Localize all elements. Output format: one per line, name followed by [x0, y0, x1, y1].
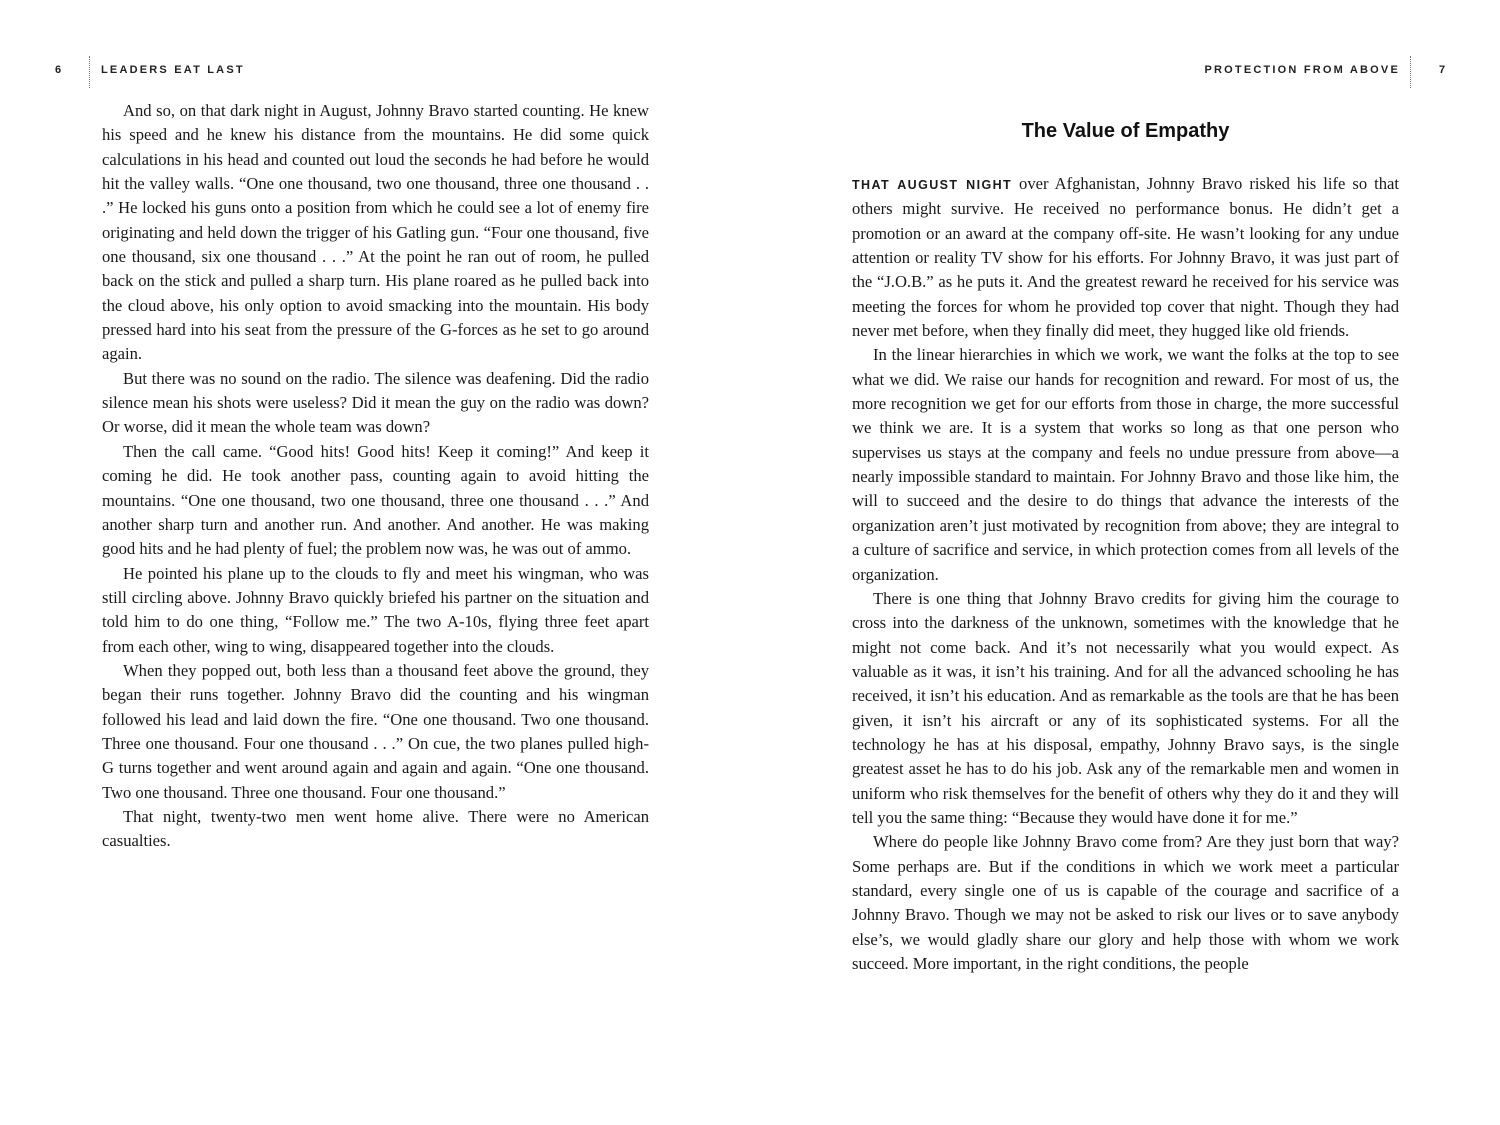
- body-text: [852, 172, 1399, 976]
- paragraph-text: over Afghanistan, Johnny Bravo risked his life so that others might survive. He received no performance bonus. He didn’t get a promotion or an award at the company off-site. He wasn’t looking for any undue attention or reality TV show for his efforts. For Johnny Bravo, it was just part of the “J.O.B.” as he puts it. And the greatest reward he received for his service was meeting the forces for whom he provided top cover that night. Though they had never met before, when they finally did meet, they hugged like old friends.: [852, 174, 1399, 341]
- paragraph: He pointed his plane up to the clouds to fly and meet his wingman, who was still circling above. Johnny Bravo quickly briefed his partner on the situation and told him to do one thing, “Follow me.” The two A-10s, flying three feet apart from each other, wing to wing, disappeared together into the clouds.: [102, 563, 649, 656]
- header-divider: [89, 56, 90, 88]
- paragraph: In the linear hierarchies in which we work, we want the folks at the top to see what we did. We raise our hands for recognition and reward. For most of us, the more recognition we get for our efforts from those in charge, the more successful we think we are. It is a system that works so long as that one person who supervises us stays at the company and feels no undue pressure from above—a nearly impossible standard to maintain. For Johnny Bravo and those like him, the will to succeed and the desire to do things that advance the interests of the organization aren’t just motivated by recognition from above; they are integral to a culture of sacrifice and service, in which protection comes from all levels of the organization.: [852, 345, 1399, 584]
- paragraph: There is one thing that Johnny Bravo credits for giving him the courage to cross into the darkness of the unknown, sometimes with the knowledge that he might not come back. And it’s not necessarily what you would expect. As valuable as it was, it isn’t his training. And for all the advanced schooling he has received, it isn’t his education. And as remarkable as the tools are that he has been given, it isn’t his aircraft or any of its sophisticated systems. For all the technology he has at his disposal, empathy, Johnny Bravo says, is the single greatest asset he has to do his job. Ask any of the remarkable men and women in uniform who risk themselves for the benefit of others why they do it and they will tell you the same thing: “Because they would have done it for me.”: [852, 588, 1399, 827]
- paragraph: When they popped out, both less than a thousand feet above the ground, they began their runs together. Johnny Bravo did the counting and his wingman followed his lead and laid down the fire. “One one thousand. Two one thousand. Three one thousand. Four one thousand . . .” On cue, the two planes pulled high-G turns together and went around again and again and again. “One one thousand. Two one thousand. Three one thousand. Four one thousand.”: [102, 660, 649, 802]
- paragraph: And so, on that dark night in August, Johnny Bravo started counting. He knew his speed and he knew his distance from the mountains. He did some quick calculations in his head and counted out loud the seconds he had before he would hit the valley walls. “One one thousand, two one thousand, three one thousand . . .” He locked his guns onto a position from which he could see a lot of enemy fire originating and held down the trigger of his Gatling gun. “Four one thousand, five one thousand, six one thousand . . .” At the point he ran out of room, he pulled back on the stick and pulled a sharp turn. His plane roared as he pulled back into the cloud above, his only option to avoid smacking into the mountain. His body pressed hard into his seat from the pressure of the G-forces as he set to go around again.: [102, 101, 649, 364]
- paragraph: [852, 172, 1399, 343]
- section-heading: The Value of Empathy: [1021, 120, 1230, 142]
- header-divider: [1410, 56, 1411, 88]
- paragraph: But there was no sound on the radio. The silence was deafening. Did the radio silence mean his shots were useless? Did it mean the guy on the radio was down? Or worse, did it mean the whole team was down?: [102, 368, 649, 437]
- running-head: PROTECTION FROM ABOVE: [1204, 64, 1400, 76]
- page-number: 6: [55, 64, 62, 76]
- paragraph: That night, twenty-two men went home alive. There were no American casualties.: [102, 806, 649, 851]
- body-text: [102, 99, 649, 854]
- page-number: 7: [1439, 64, 1446, 76]
- paragraph: Where do people like Johnny Bravo come from? Are they just born that way? Some perhaps are. But if the conditions in which we work meet a particular standard, every single one of us is capable of the courage and sacrifice of a Johnny Bravo. Though we may not be asked to risk our lives or to save anybody else’s, we would gladly share our glory and help those with whom we work succeed. More important, in the right conditions, the people: [852, 832, 1399, 973]
- right-page: [750, 0, 1500, 1125]
- paragraph: Then the call came. “Good hits! Good hits! Keep it coming!” And keep it coming he did. He took another pass, counting again to avoid hitting the mountains. “One one thousand, two one thousand, three one thousand . . .” And another sharp turn and another run. And another. And another. He was making good hits and he had plenty of fuel; the problem now was, he was out of ammo.: [102, 441, 649, 559]
- running-head: LEADERS EAT LAST: [101, 64, 245, 76]
- lead-in-text: THAT AUGUST NIGHT: [852, 178, 1013, 192]
